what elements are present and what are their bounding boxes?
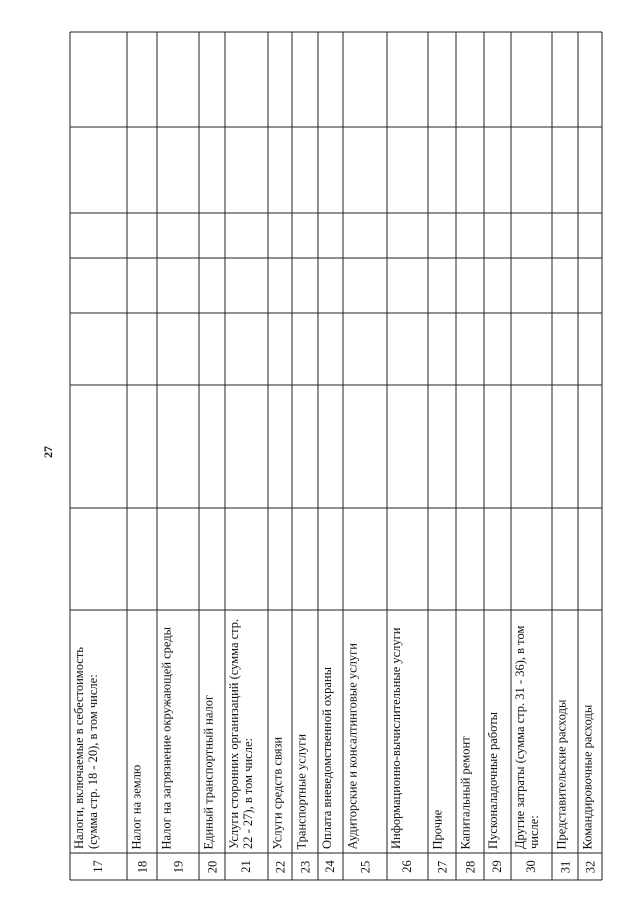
row-number: 24 <box>323 860 337 873</box>
row-label: Услуги сторонних организаций (сумма стр. 22 - 27), в том числе: <box>227 618 255 849</box>
row-number: 22 <box>273 860 287 873</box>
row-number: 17 <box>91 860 105 873</box>
page-number: 27 <box>41 446 55 458</box>
row-label: Налог на загрязнение окружающей среды <box>159 626 173 849</box>
row-label: Информационно-вычислительные услуги <box>389 627 403 849</box>
row-label: Оплата вневедомственной охраны <box>320 666 334 849</box>
row-number: 32 <box>583 860 597 873</box>
row-number: 25 <box>358 860 372 873</box>
row-label: Транспортные услуги <box>294 733 308 849</box>
row-label: Налог на землю <box>129 764 143 849</box>
row-number: 19 <box>171 860 185 873</box>
row-label: Представительские расходы <box>554 699 568 849</box>
row-label: Налоги, включаемые в себестоимость (сумма стр. 18 - 20), в том числе: <box>72 647 100 849</box>
row-label: Пусконаладочные работы <box>486 711 500 849</box>
row-number: 20 <box>205 860 219 873</box>
row-label: Аудиторские и консалтинговые услуги <box>345 642 359 849</box>
row-label: Капитальный ремонт <box>458 735 472 849</box>
row-number: 28 <box>463 860 477 873</box>
row-number: 30 <box>524 860 538 873</box>
row-number: 26 <box>400 860 414 873</box>
row-label: Единый транспортный налог <box>201 694 215 849</box>
row-number: 18 <box>135 860 149 873</box>
row-number: 29 <box>490 860 504 873</box>
row-label: Другие затраты (сумма стр. 31 - 36), в том числе: <box>513 625 541 849</box>
row-label: Командировочные расходы <box>580 704 594 849</box>
row-number: 31 <box>558 860 572 873</box>
row-number: 21 <box>239 860 253 873</box>
row-label: Прочие <box>430 809 444 849</box>
row-label: Услуги средств связи <box>270 736 284 849</box>
row-number: 27 <box>435 860 449 873</box>
row-number: 23 <box>298 860 312 873</box>
